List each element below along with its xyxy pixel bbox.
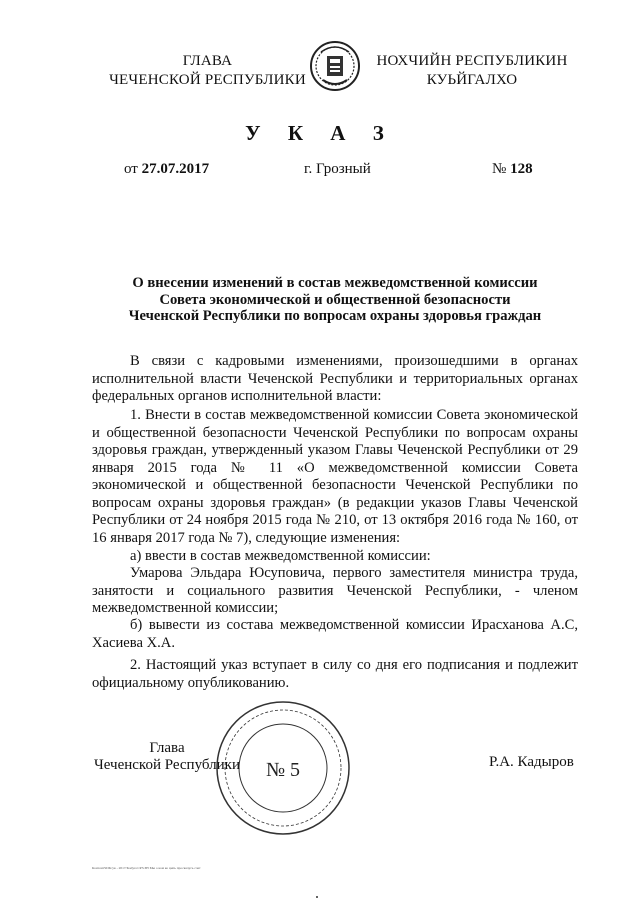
header-left-line1: ГЛАВА bbox=[182, 53, 233, 69]
body-paragraph-item2: 2. Настоящий указ вступает в силу со дня его подписания и подлежит официальному опубликованию. bbox=[92, 657, 578, 691]
stamp-number: № 5 bbox=[265, 759, 301, 781]
signatory-title bbox=[92, 740, 242, 774]
signatory-title-line2: Чеченской Республики bbox=[94, 757, 240, 773]
header-right bbox=[372, 52, 572, 90]
date-prefix: от bbox=[124, 161, 138, 177]
document-date bbox=[124, 161, 209, 178]
document-title: У К А З bbox=[245, 121, 395, 145]
body-subitem-a: а) ввести в состав межведомственной комиссии: bbox=[130, 548, 431, 564]
heading-line3: Чеченской Республики по вопросам охраны здоровья граждан bbox=[128, 308, 542, 324]
signatory-name: Р.А. Кадыров bbox=[489, 754, 574, 770]
header-right-line1: НОХЧИЙН РЕСПУБЛИКИН bbox=[376, 53, 568, 69]
body-paragraph-member: Умарова Эльдара Юсуповича, первого заместителя министра труда, занятости и социального развития Чеченской Республики, - членом межведомственной комиссии; bbox=[92, 565, 578, 616]
number-prefix: № bbox=[492, 161, 507, 177]
header-left-line2: ЧЕЧЕНСКОЙ РЕСПУБЛИКИ bbox=[109, 72, 306, 88]
header-right-line2: КУЬЙГАЛХО bbox=[426, 72, 518, 88]
header-left bbox=[100, 52, 315, 90]
coat-of-arms-icon bbox=[309, 38, 361, 94]
document-city: г. Грозный bbox=[304, 161, 371, 177]
body-paragraph-item1: 1. Внести в состав межведомственной комиссии Совета экономической и общественной безопасности Чеченской Республики по вопросам охраны здоровья граждан, утвержденный указом Главы Чеченской Республики от 29 января 2015 года № 11 «О межведомственной комиссии Совета экономической и общественной безопасности Чеченской Республики по вопросам охраны здоровья граждан» (в редакции указов Главы Чеченской Республики от 24 ноября 2015 года № 210, от 13 октября 2016 года № 160, от 16 января 2017 года № 7), следующие изменения: bbox=[92, 407, 578, 546]
decree-heading bbox=[80, 275, 590, 325]
body-subitem-b: б) вывести из состава межведомственной комиссии Ирасханова А.С, Хасиева Х.А. bbox=[92, 617, 578, 651]
footer-code: КонтентSDK/ук - 2017/Kadyrov/РЗ.ЗН Мы о ком ко цепь проскачусь счет bbox=[92, 866, 201, 870]
page-dot bbox=[316, 896, 318, 898]
date-value: 27.07.2017 bbox=[141, 161, 210, 177]
heading-line2: Совета экономической и общественной безопасности bbox=[159, 291, 511, 308]
heading-line1: О внесении изменений в состав межведомственной комиссии bbox=[132, 275, 538, 291]
body-paragraph-intro: В связи с кадровыми изменениями, произошедшими в органах исполнительной власти Чеченской Республики и территориальных органах федеральных органов исполнительной власти: bbox=[92, 353, 578, 404]
number-value: 128 bbox=[510, 161, 533, 177]
document-number bbox=[492, 161, 533, 178]
signatory-title-line1: Глава bbox=[149, 740, 185, 756]
